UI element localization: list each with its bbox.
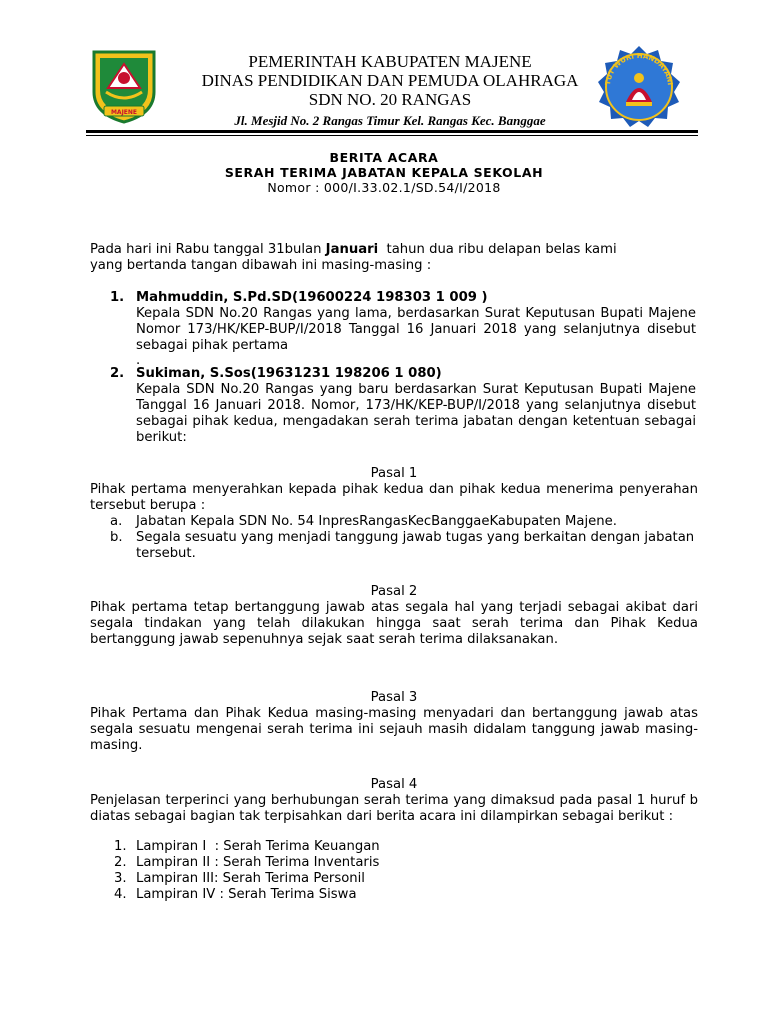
document-number: Nomor : 000/I.33.02.1/SD.54/I/2018 bbox=[267, 180, 501, 195]
party2-number: 2. bbox=[110, 366, 125, 381]
intro-line2: yang bertanda tangan dibawah ini masing-masing : bbox=[90, 258, 432, 273]
intro-month: Januari bbox=[325, 242, 379, 257]
letterhead-line3: SDN NO. 20 RANGAS bbox=[308, 90, 472, 109]
pasal4-item4-marker: 4. bbox=[114, 887, 127, 902]
right-logo-label: TUT WURI HANDAYANI bbox=[604, 51, 674, 86]
party1-dot: . bbox=[136, 353, 141, 368]
document-title: BERITA ACARA bbox=[329, 150, 439, 165]
pasal4-item2-marker: 2. bbox=[114, 855, 127, 870]
party2-description: Kepala SDN No.20 Rangas yang baru berdasarkan Surat Keputusan Bupati Majene Tanggal 16 Januari 2018. Nomor, 173/HK/KEP-BUP/I/2018 yang selanjutnya disebut sebagai pihak kedua, mengadakan serah terima jabatan dengan ketentuan sebagai berikut: bbox=[136, 382, 696, 445]
intro-line1 bbox=[90, 242, 698, 258]
pasal1-item-a: Jabatan Kepala SDN No. 54 InpresRangasKecBanggaeKabupaten Majene. bbox=[136, 514, 617, 529]
letterhead-address: Jl. Mesjid No. 2 Rangas Timur Kel. Rangas Kec. Banggae bbox=[234, 113, 546, 128]
pasal4-item1-marker: 1. bbox=[114, 839, 127, 854]
pasal4-item3-marker: 3. bbox=[114, 871, 127, 886]
pasal4-item4: Lampiran IV : Serah Terima Siswa bbox=[136, 887, 357, 902]
left-logo-label: MAJENE bbox=[110, 109, 138, 116]
letterhead-rule-thick bbox=[86, 130, 698, 133]
pasal4-item1: Lampiran I : Serah Terima Keuangan bbox=[136, 839, 380, 854]
party1-name: Mahmuddin, S.Pd.SD(19600224 198303 1 009 ) bbox=[136, 290, 488, 305]
letterhead-line1: PEMERINTAH KABUPATEN MAJENE bbox=[248, 52, 532, 71]
pasal1-item-b-marker: b. bbox=[110, 530, 123, 545]
pasal4-item2: Lampiran II : Serah Terima Inventaris bbox=[136, 855, 380, 870]
pasal2-text: Pihak pertama tetap bertanggung jawab atas segala hal yang terjadi sebagai akibat dari segala tindakan yang telah dilakukan hingga saat serah terima dan Pihak Kedua bertanggung jawab sepenuhnya sejak saat serah terima dilaksanakan. bbox=[90, 600, 698, 647]
pasal3-text: Pihak Pertama dan Pihak Kedua masing-masing menyadari dan bertanggung jawab atas segala sesuatu mengenai serah terima ini sejauh masih didalam tanggung jawab masing-masing. bbox=[90, 706, 698, 753]
pasal3-heading: Pasal 3 bbox=[370, 690, 418, 705]
intro-text-a: Pada hari ini Rabu tanggal 31bulan bbox=[90, 242, 326, 257]
party1-number: 1. bbox=[110, 290, 125, 305]
pasal2-heading: Pasal 2 bbox=[370, 584, 418, 599]
letterhead-line2: DINAS PENDIDIKAN DAN PEMUDA OLAHRAGA bbox=[201, 71, 579, 90]
letterhead-rule-thin bbox=[86, 135, 698, 136]
letterhead bbox=[150, 52, 630, 131]
party2-name: Sukiman, S.Sos(19631231 198206 1 080) bbox=[136, 366, 442, 381]
pasal1-item-b: Segala sesuatu yang menjadi tanggung jawab tugas yang berkaitan dengan jabatan tersebut. bbox=[136, 530, 695, 561]
pasal4-item3: Lampiran III: Serah Terima Personil bbox=[136, 871, 365, 886]
pasal1-heading: Pasal 1 bbox=[370, 466, 418, 481]
pasal1-text: Pihak pertama menyerahkan kepada pihak kedua dan pihak kedua menerima penyerahan tersebut berupa : bbox=[90, 482, 698, 513]
pasal4-heading: Pasal 4 bbox=[370, 777, 418, 792]
party1-description: Kepala SDN No.20 Rangas yang lama, berdasarkan Surat Keputusan Bupati Majene Nomor 173/HK/KEP-BUP/I/2018 Tanggal 16 Januari 2018 yang selanjutnya disebut sebagai pihak pertama bbox=[136, 306, 696, 353]
pasal4-text: Penjelasan terperinci yang berhubungan serah terima yang dimaksud pada pasal 1 huruf b diatas sebagai bagian tak terpisahkan dari berita acara ini dilampirkan sebagai berikut : bbox=[90, 793, 698, 824]
tut-wuri-handayani-logo bbox=[596, 44, 682, 130]
pasal1-item-a-marker: a. bbox=[110, 514, 123, 529]
intro-text-b: tahun dua ribu delapan belas kami bbox=[378, 242, 617, 257]
document-subtitle: SERAH TERIMA JABATAN KEPALA SEKOLAH bbox=[224, 165, 544, 180]
